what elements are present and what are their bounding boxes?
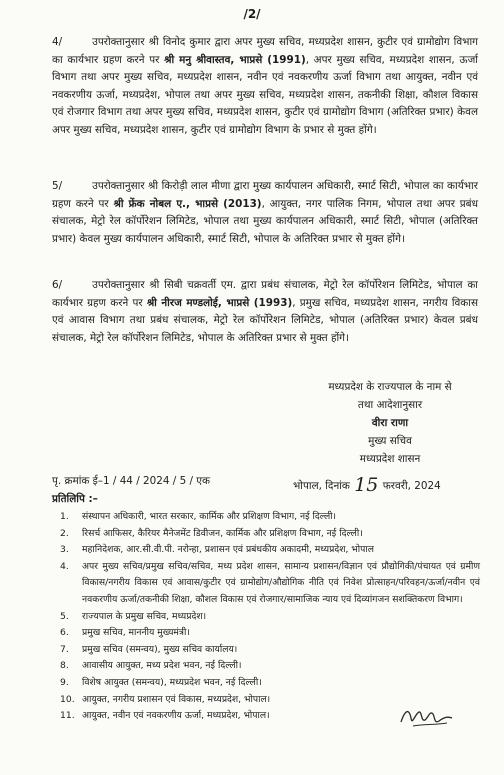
paragraph-text: उपरोक्तानुसार श्री सिबी चक्रवर्ती एम. द्वारा प्रबंध संचालक, मेट्रो रेल कॉर्पोरेशन लिमिटेड, भोपाल का कार्यभार ग्रहण करने पर [52,279,478,309]
date-day-handwritten: 15 [354,474,379,496]
paragraph-text: , अपर मुख्य सचिव, मध्यप्रदेश शासन, ऊर्जा विभाग तथा अपर मुख्य सचिव, मध्यप्रदेश शासन, नवीन एवं नवकरणीय ऊर्जा विभाग तथा आयुक्त, नवीन एवं नवकरणीय ऊर्जा, मध्यप्रदेश, भोपाल तथा अपर मुख्य सचिव, मध्यप्रदेश शासन, तकनीकी शिक्षा, कौशल विकास एवं रोजगार विभाग तथा अपर मुख्य सचिव, मध्यप्रदेश शासन, कुटीर एवं ग्रामोद्योग विभाग (अतिरिक्त प्रभार) केवल अपर मुख्य सचिव, मध्यप्रदेश शासन, कुटीर एवं ग्रामोद्योग विभाग के प्रभार से मुक्त होंगे। [52,53,478,136]
order-number: पृ. क्रमांक ई–1 / 44 / 2024 / 5 / एक [52,475,211,487]
paragraph-number: 5/ [52,180,63,192]
copy-item-number: 6. [60,627,69,639]
copy-item-number: 5. [60,610,69,622]
copy-item-number: 9. [60,676,69,688]
copy-list-item [60,526,480,543]
signatory-office: मध्यप्रदेश शासन [359,453,421,465]
paragraph-6 [52,277,478,347]
copy-list-item [60,509,480,526]
copy-item-number: 1. [60,511,69,522]
copy-list-item [60,609,480,626]
copy-item-number: 8. [60,660,69,672]
signatory-name: वीरा राणा [371,417,409,429]
copy-to-heading: प्रतिलिपि :– [52,493,98,505]
officer-name: श्री फ्रेंक नोबल ए., भाप्रसे (2013) [113,197,262,210]
paragraph-number: 6/ [52,279,63,291]
page-number: /2/ [243,7,261,21]
copy-item-text: संस्थापन अधिकारी, भारत सरकार, कार्मिक और प्रशिक्षण विभाग, नई दिल्ली। [82,511,337,522]
paragraph-text: , प्रमुख सचिव, मध्यप्रदेश शासन, नगरीय विकास एवं आवास विभाग तथा प्रबंध संचालक, मेट्रो रेल कॉर्पोरेशन लिमिटेड, भोपाल (अतिरिक्त प्रभार) केवल प्रबंध संचालक, मेट्रो रेल कॉर्पोरेशन लिमिटेड, भोपाल के अतिरिक्त प्रभार से मुक्त होंगे। [52,296,478,344]
paragraph-4 [52,34,478,140]
copy-item-text: प्रमुख सचिव (समन्वय), मुख्य सचिव कार्यालय। [82,643,238,655]
paragraph-text: उपरोक्तानुसार श्री विनोद कुमार द्वारा अपर मुख्य सचिव, मध्यप्रदेश शासन, कुटीर एवं ग्रामोद्योग विभाग का कार्यभार ग्रहण करने पर [52,36,478,66]
copy-to-list [60,509,480,725]
copy-item-text: महानिदेशक, आर.सी.वी.पी. नरोन्हा, प्रशासन एवं प्रबंधकीय अकादमी, मध्यप्रदेश, भोपाल [82,544,374,556]
copy-list-item [60,642,480,659]
copy-item-text: अपर मुख्य सचिव/प्रमुख सचिव/सचिव, मध्य प्रदेश शासन, सामान्य प्रशासन/विज्ञान एवं प्रौद्योगिकी/पंचायत एवं ग्रमीण विकास/नगरीय विकास एवं आवास/कुटीर एवं ग्रामोद्योग/औद्योगिक नीति एवं निवेश प्रोत्साहन/परिवहन/ऊर्जा/नवीन एवं नवकरणीय ऊर्जा/तकनीकी शिक्षा, कौशल विकास एवं रोजगार/सामाजिक न्याय एवं दिव्यांगजन सशक्तिकरण विभाग। [82,560,480,605]
signature-line-2: तथा आदेशानुसार [357,399,423,411]
copy-item-number: 10. [60,693,75,705]
date-month-year: फरवरी, 2024 [382,480,441,492]
signature-scribble-icon [397,700,457,734]
copy-item-text: आयुक्त, नगरीय प्रशासन एवं विकास, मध्यप्रदेश, भोपाल। [82,693,271,705]
copy-item-number: 2. [60,527,69,539]
copy-item-text: राज्यपाल के प्रमुख सचिव, मध्यप्रदेश। [82,610,207,622]
copy-item-text: रिसर्च आफिसर, कैरियर मैनेजमेंट डिवीजन, कार्मिक और प्रशिक्षण विभाग, नई दिल्ली। [82,527,363,539]
copy-list-item [60,658,480,675]
signature-block [300,378,480,468]
copy-list-item [60,542,480,559]
copy-item-number: 3. [60,544,69,556]
paragraph-number: 4/ [52,36,63,48]
officer-name: श्री मनु श्रीवास्तव, भाप्रसे (1991) [164,53,306,66]
copy-list-item [60,625,480,642]
paragraph-5 [52,178,478,248]
signature-line-1: मध्यप्रदेश के राज्यपाल के नाम से [328,381,452,393]
copy-item-text: विशेष आयुक्त (समन्वय), मध्यप्रदेश भवन, नई दिल्ली। [82,676,262,688]
copy-item-text: आवासीय आयुक्त, मध्य प्रदेश भवन, नई दिल्ली। [82,660,242,672]
copy-list-item [60,675,480,692]
copy-item-number: 7. [60,643,69,655]
order-date [293,474,441,496]
copy-item-number: 4. [60,560,69,572]
officer-name: श्री नीरज मण्डलोई, भाप्रसे (1993) [146,296,293,309]
date-prefix: भोपाल, दिनांक [293,480,350,492]
copy-list-item [60,559,480,609]
copy-item-text: प्रमुख सचिव, माननीय मुख्यमंत्री। [82,627,190,639]
signatory-designation: मुख्य सचिव [368,435,412,447]
copy-item-number: 11. [60,710,75,722]
paragraph-text: , आयुक्त, नगर पालिक निगम, भोपाल तथा अपर प्रबंध संचालक, मेट्रो रेल कॉर्पोरेशन लिमिटेड, भोपाल तथा मुख्य कार्यपालन अधिकारी, स्मार्ट सिटी, भोपाल (अतिरिक्त प्रभार) केवल मुख्य कार्यपालन अधिकारी, स्मार्ट सिटी, भोपाल के अतिरिक्त प्रभार से मुक्त होंगे। [52,197,478,245]
copy-item-text: आयुक्त, नवीन एवं नवकरणीय ऊर्जा, मध्यप्रदेश, भोपाल। [82,710,270,722]
paragraph-text: उपरोक्तानुसार श्री किरोड़ी लाल मीणा द्वारा मुख्य कार्यपालन अधिकारी, स्मार्ट सिटी, भोपाल का कार्यभार ग्रहण करने पर [52,180,478,210]
